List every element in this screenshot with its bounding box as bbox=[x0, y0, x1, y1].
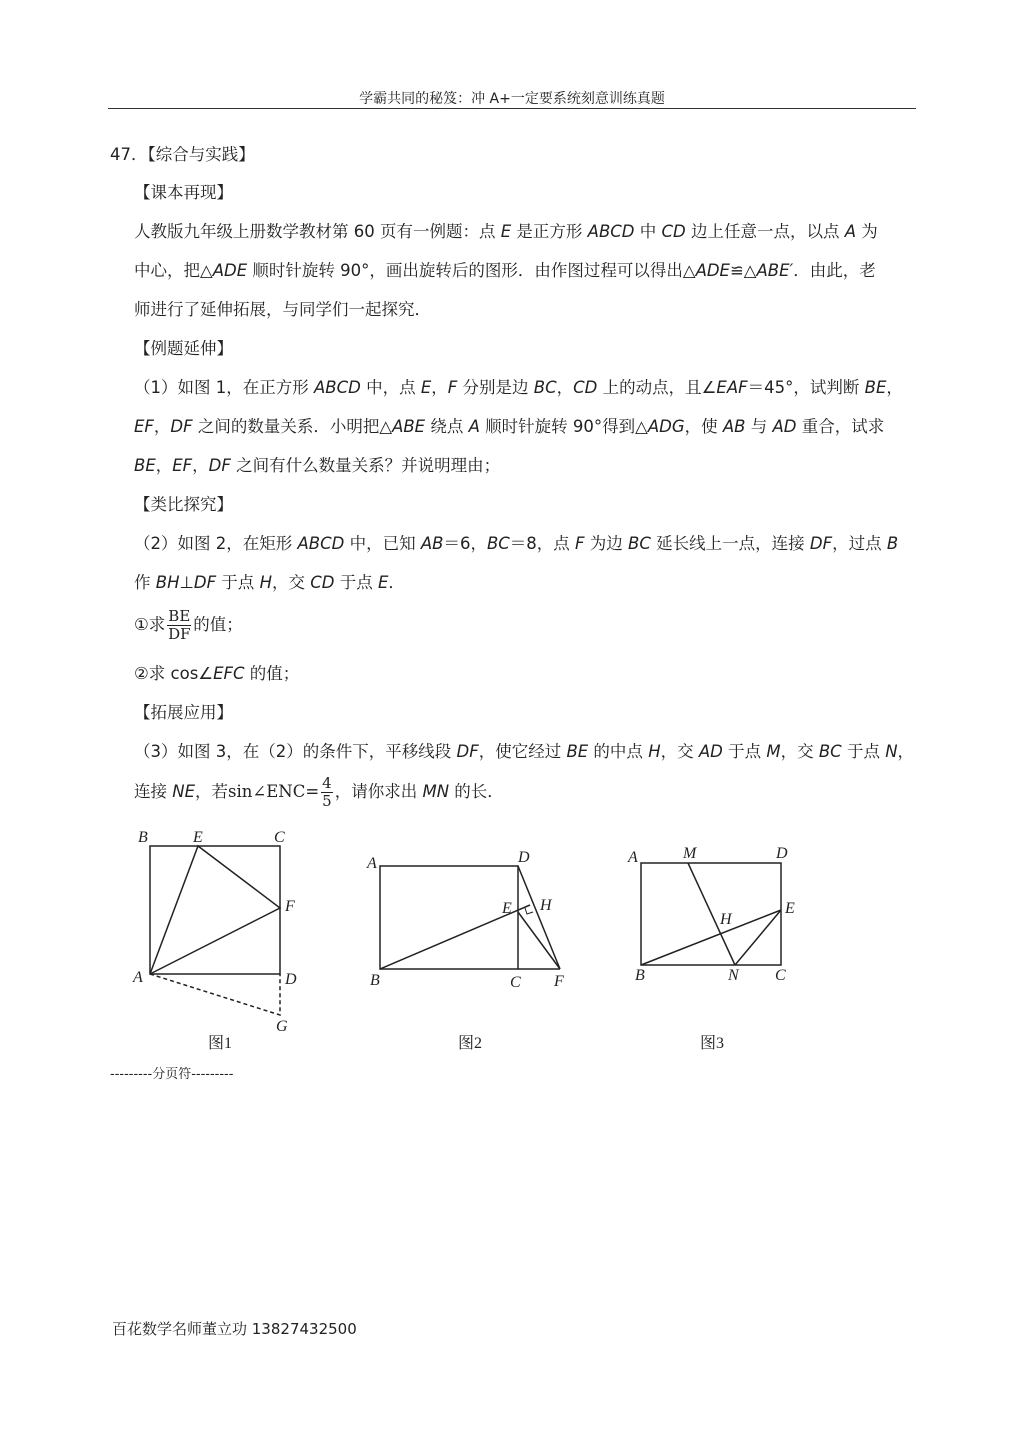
text-run: 为 bbox=[856, 222, 878, 241]
math-variable: E bbox=[377, 573, 389, 592]
math-variable: ADE bbox=[695, 261, 730, 280]
text-run: 连接 bbox=[134, 782, 173, 801]
figure-caption: 图1 bbox=[208, 1035, 233, 1052]
math-variable: A bbox=[844, 222, 857, 241]
label-D: D bbox=[776, 845, 788, 862]
figure-caption: 图3 bbox=[700, 1035, 725, 1052]
math-variable: H bbox=[648, 742, 661, 761]
math-variable: M bbox=[766, 742, 781, 761]
math-variable: BC bbox=[486, 534, 510, 553]
text-run: ， bbox=[886, 378, 903, 397]
math-variable: BC bbox=[628, 534, 651, 553]
text-run: 【类比探究】 bbox=[134, 495, 233, 514]
text-run: ．由此，老 bbox=[793, 261, 876, 280]
math-variable: ABE′ bbox=[756, 261, 794, 280]
math-variable: AD bbox=[772, 417, 797, 436]
text-run: （2）如图 2，在矩形 bbox=[134, 534, 298, 553]
text-run: ，交 bbox=[780, 742, 819, 761]
label-A: A bbox=[367, 855, 377, 872]
label-M: M bbox=[683, 845, 697, 862]
text-run: 的中点 bbox=[588, 742, 649, 761]
math-variable: F bbox=[575, 534, 585, 553]
label-E: E bbox=[785, 900, 795, 917]
figure-caption: 图2 bbox=[458, 1035, 483, 1052]
text-run: ①求 bbox=[134, 615, 166, 634]
text-run: 于点 bbox=[334, 573, 378, 592]
text-run: ， bbox=[431, 378, 448, 397]
math-variable: EF bbox=[172, 456, 193, 475]
text-run: 顺时针旋转 90°得到△ bbox=[479, 417, 648, 436]
label-D: D bbox=[285, 971, 297, 988]
math-variable: AD bbox=[698, 742, 723, 761]
math-variable: H bbox=[259, 573, 272, 592]
text-run: ，若 bbox=[195, 782, 229, 801]
math-variable: ABE bbox=[392, 417, 426, 436]
math-variable: ABCD bbox=[587, 222, 635, 241]
text-run: 重合，试求 bbox=[796, 417, 885, 436]
text-run: 之间有什么数量关系？并说明理由； bbox=[230, 456, 501, 475]
math-variable: CD bbox=[573, 378, 598, 397]
math-variable: DF bbox=[809, 534, 833, 553]
math-variable: NE bbox=[172, 782, 196, 801]
math-variable: AB bbox=[420, 534, 444, 553]
text-run: ． bbox=[388, 573, 405, 592]
text-run: （3）如图 3，在（2）的条件下，平移线段 bbox=[134, 742, 457, 761]
math-variable: ABCD bbox=[297, 534, 345, 553]
label-H: H bbox=[540, 897, 552, 914]
figure-2 bbox=[366, 849, 564, 1052]
math-variable: BC bbox=[818, 742, 842, 761]
fraction-denominator: DF bbox=[168, 625, 191, 643]
label-A: A bbox=[133, 969, 143, 986]
label-B: B bbox=[370, 972, 380, 989]
math-variable: F bbox=[447, 378, 458, 397]
text-run: （1）如图 1，在正方形 bbox=[134, 378, 314, 397]
text-run: ， bbox=[192, 456, 209, 475]
math-variable: EFC bbox=[213, 664, 245, 683]
math-variable: ADG bbox=[647, 417, 685, 436]
text-run: ＝8，点 bbox=[509, 534, 576, 553]
text-run: ，请你求出 bbox=[334, 782, 423, 801]
text-run: ，交 bbox=[271, 573, 311, 592]
text-run: 【拓展应用】 bbox=[134, 703, 233, 722]
text-run: 【例题延伸】 bbox=[134, 339, 233, 358]
text-run: ＝45°，试判断 bbox=[747, 378, 865, 397]
page-footer: 百花数学名师董立功 13827432500 bbox=[112, 1320, 357, 1338]
text-run: 边上任意一点，以点 bbox=[685, 222, 845, 241]
fraction-denominator: 5 bbox=[322, 792, 332, 810]
figure-3 bbox=[627, 845, 795, 1052]
math-variable: E bbox=[500, 222, 512, 241]
text-run: ，过点 bbox=[832, 534, 887, 553]
text-run: ， bbox=[897, 742, 915, 761]
text-run: 延长线上一点，连接 bbox=[650, 534, 810, 553]
text-run: 于点 bbox=[722, 742, 767, 761]
math-variable: CD bbox=[661, 222, 686, 241]
text-run: ＝6， bbox=[443, 534, 487, 553]
math-variable: AB bbox=[722, 417, 746, 436]
fraction-numerator: 4 bbox=[322, 774, 332, 792]
label-E: E bbox=[502, 900, 512, 917]
math-variable: EAF bbox=[716, 378, 748, 397]
text-run: 是正方形 bbox=[511, 222, 588, 241]
math-variable: BH bbox=[155, 573, 180, 592]
page-header: 学霸共同的秘笈：冲 A+一定要系统刻意训练真题 bbox=[359, 91, 665, 107]
text-run: 【课本再现】 bbox=[134, 183, 233, 202]
text-run: 中 bbox=[634, 222, 662, 241]
text-run: ，交 bbox=[660, 742, 699, 761]
math-variable: E bbox=[420, 378, 432, 397]
label-C: C bbox=[775, 967, 786, 984]
text-run: ， bbox=[153, 417, 171, 436]
math-variable: B bbox=[886, 534, 899, 553]
text-run: 顺时针旋转 90°，画出旋转后的图形．由作图过程可以得出△ bbox=[247, 261, 696, 280]
label-H: H bbox=[720, 911, 732, 928]
math-variable: BE bbox=[134, 456, 156, 475]
math-variable: A bbox=[468, 417, 480, 436]
label-F: F bbox=[554, 973, 564, 990]
text-run: 与 bbox=[745, 417, 773, 436]
label-B: B bbox=[138, 829, 148, 846]
text-run: ⊥ bbox=[179, 573, 194, 592]
label-N: N bbox=[728, 967, 739, 984]
math-variable: DF bbox=[193, 573, 217, 592]
text-run: 分别是边 bbox=[457, 378, 534, 397]
text-run: 为边 bbox=[584, 534, 629, 553]
label-C: C bbox=[510, 974, 521, 991]
text-run: ，使它经过 bbox=[478, 742, 567, 761]
label-A: A bbox=[628, 849, 638, 866]
math-variable: ADE bbox=[212, 261, 248, 280]
text-run: ，使 bbox=[684, 417, 723, 436]
text-run: ， bbox=[556, 378, 574, 397]
text-run: 作 bbox=[134, 573, 156, 592]
text-run: 之间的数量关系．小明把△ bbox=[192, 417, 393, 436]
math-variable: BE bbox=[864, 378, 887, 397]
math-variable: ABCD bbox=[314, 378, 361, 397]
text-run: 中，已知 bbox=[344, 534, 421, 553]
text-run: ≌△ bbox=[729, 261, 757, 280]
text-run: 的长． bbox=[449, 782, 504, 801]
label-G: G bbox=[276, 1018, 288, 1035]
label-D: D bbox=[518, 849, 530, 866]
text-run: ， bbox=[155, 456, 173, 475]
text-run: 的值； bbox=[244, 664, 300, 683]
text-run: 47．【综合与实践】 bbox=[110, 145, 255, 164]
text-run: sin∠ENC= bbox=[228, 782, 320, 801]
figure-1 bbox=[132, 829, 297, 1052]
text-run: 于点 bbox=[216, 573, 260, 592]
page-break-marker: ---------分页符--------- bbox=[110, 1067, 234, 1082]
math-variable: BC bbox=[533, 378, 557, 397]
text-run: 中心，把△ bbox=[134, 261, 213, 280]
text-run: 的值； bbox=[193, 615, 243, 634]
text-run: 人教版九年级上册数学教材第 60 页有一例题：点 bbox=[134, 222, 501, 241]
text-run: 于点 bbox=[841, 742, 886, 761]
label-E: E bbox=[193, 829, 203, 846]
math-variable: DF bbox=[208, 456, 231, 475]
math-variable: EF bbox=[134, 417, 154, 436]
math-variable: CD bbox=[310, 573, 335, 592]
text-run: 上的动点，且∠ bbox=[597, 378, 717, 397]
math-variable: MN bbox=[422, 782, 450, 801]
math-variable: DF bbox=[456, 742, 479, 761]
fraction-numerator: BE bbox=[168, 607, 191, 625]
math-variable: N bbox=[885, 742, 898, 761]
label-F: F bbox=[285, 898, 295, 915]
label-C: C bbox=[274, 829, 285, 846]
label-B: B bbox=[635, 967, 645, 984]
text-run: 中，点 bbox=[360, 378, 421, 397]
math-variable: DF bbox=[170, 417, 193, 436]
math-variable: BE bbox=[566, 742, 589, 761]
text-run: ②求 cos∠ bbox=[134, 664, 214, 683]
text-run: 师进行了延伸拓展，与同学们一起探究． bbox=[134, 300, 431, 319]
text-run: 绕点 bbox=[425, 417, 469, 436]
